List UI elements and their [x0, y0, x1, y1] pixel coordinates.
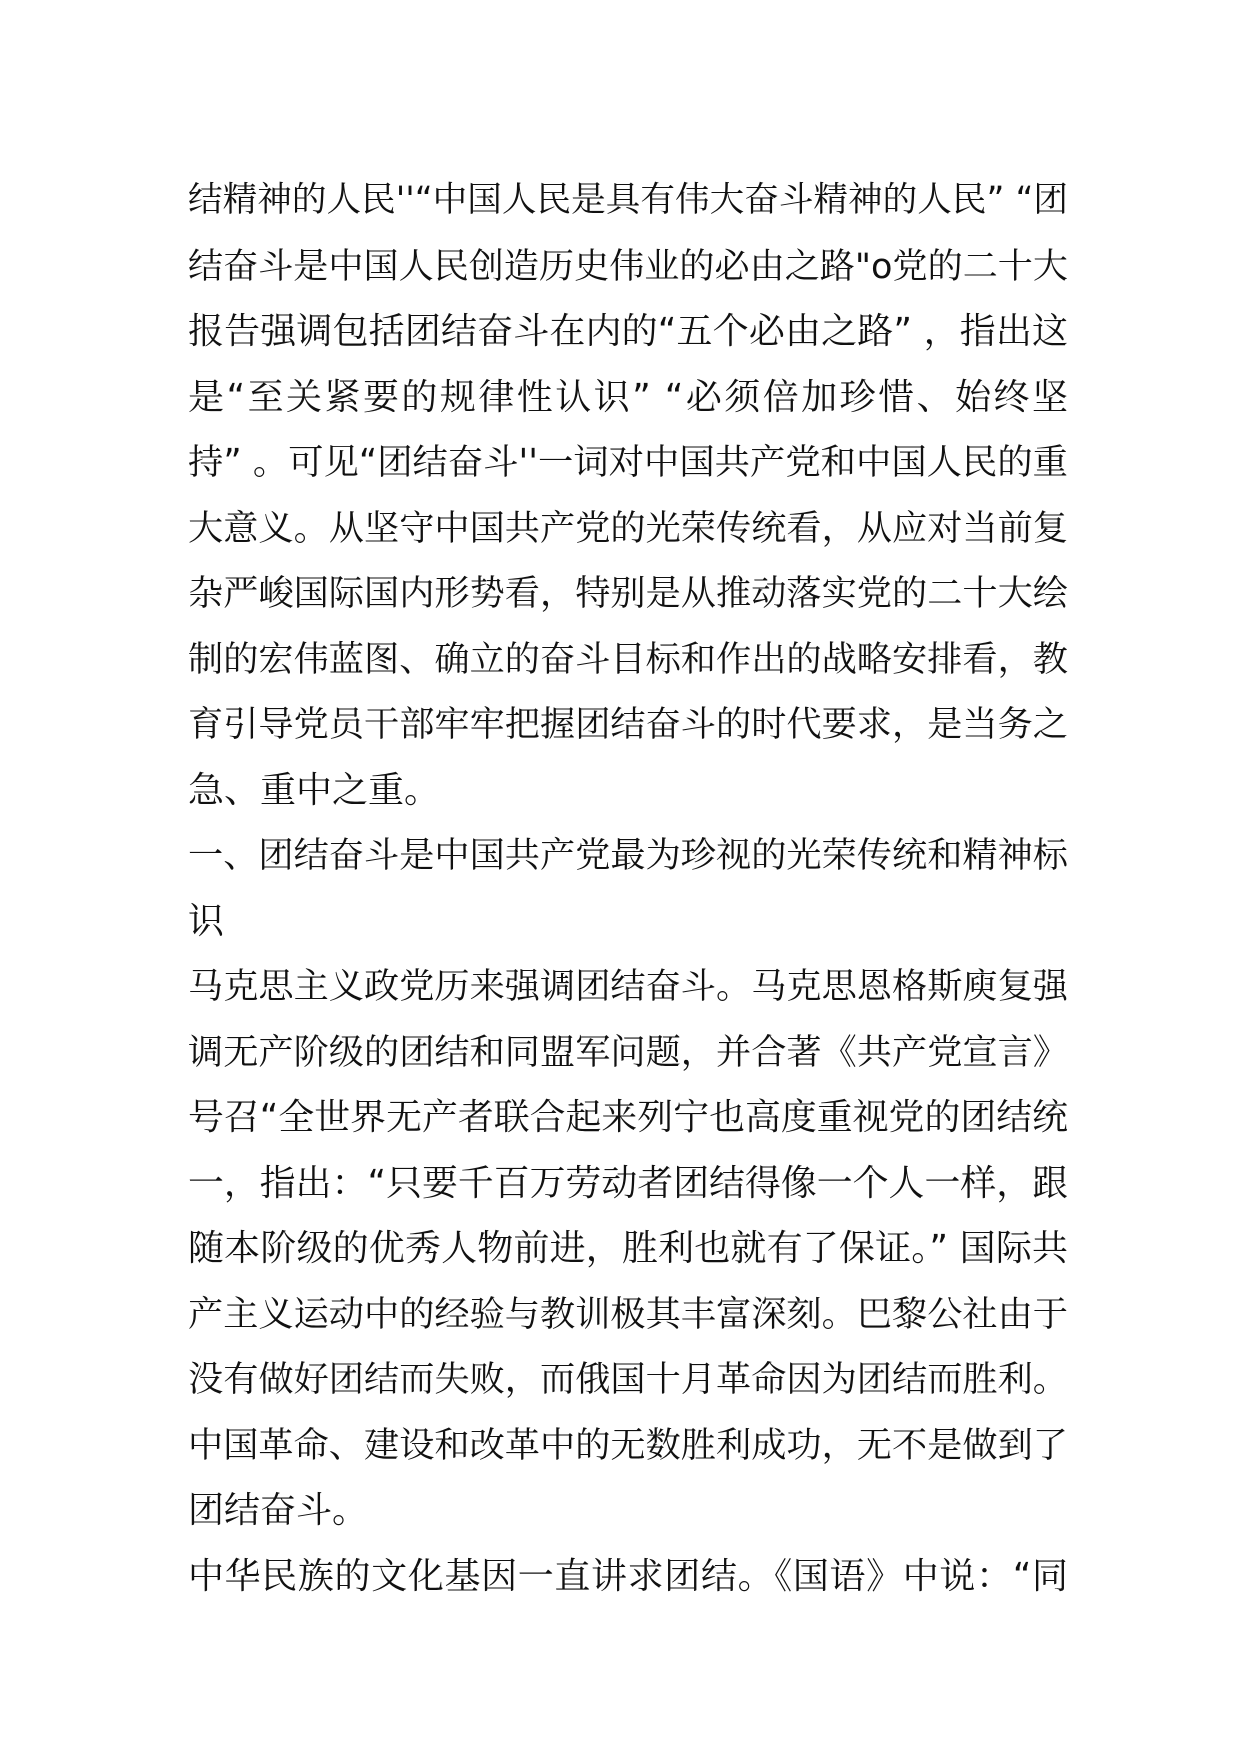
text-line: 产主义运动中的经验与教训极其丰富深刻。巴黎公社由于 — [188, 1293, 1068, 1335]
text-line: 号召“全世界无产者联合起来列宁也高度重视党的团结统 — [188, 1097, 1068, 1138]
text-line: 调无产阶级的团结和同盟军问题，并合著《共产党宣言》 — [188, 1031, 1068, 1073]
text-line: 中国革命、建设和改革中的无数胜利成功，无不是做到了 — [188, 1424, 1068, 1466]
text-line: 没有做好团结而失败，而俄国十月革命因为团结而胜利。 — [188, 1359, 1068, 1400]
text-line: 育引导党员干部牢牢把握团结奋斗的时代要求，是当务之 — [188, 704, 1068, 745]
text-line: 报告强调包括团结奋斗在内的“五个必由之路” ，指出这 — [188, 311, 1068, 352]
text-line: 随本阶级的优秀人物前进，胜利也就有了保证。” 国际共 — [188, 1228, 1068, 1269]
text-line: 持” 。可见“团结奋斗''一词对中国共产党和中国人民的重 — [188, 442, 1068, 483]
text-line: 马克思主义政党历来强调团结奋斗。马克思恩格斯庾复强 — [188, 966, 1068, 1007]
section-heading-line: 一、团结奋斗是中国共产党最为珍视的光荣传统和精神标 — [188, 835, 1068, 876]
text-line: 大意义。从坚守中国共产党的光荣传统看，从应对当前复 — [188, 507, 1068, 549]
text-line: 一，指出：“只要千百万劳动者团结得像一个人一样，跟 — [188, 1162, 1068, 1204]
section-heading-line: 识 — [188, 900, 225, 942]
text-line: 团结奋斗。 — [188, 1490, 369, 1531]
text-line: 制的宏伟蓝图、确立的奋斗目标和作出的战略安排看，教 — [188, 638, 1068, 680]
text-line: 结奋斗是中国人民创造历史伟业的必由之路"o党的二十大 — [188, 245, 1068, 287]
text-line: 杂严峻国际国内形势看，特别是从推动落实党的二十大绘 — [188, 573, 1068, 614]
document-body — [188, 168, 1068, 1609]
text-line: 结精神的人民''“中国人民是具有伟大奋斗精神的人民” “团 — [188, 180, 1068, 220]
text-line: 中华民族的文化基因一直讲求团结。《国语》中说：“同 — [188, 1555, 1068, 1597]
text-line: 急、重中之重。 — [188, 769, 441, 811]
text-line: 是“至关紧要的规律性认识” “必须倍加珍惜、始终坚 — [188, 376, 1068, 418]
